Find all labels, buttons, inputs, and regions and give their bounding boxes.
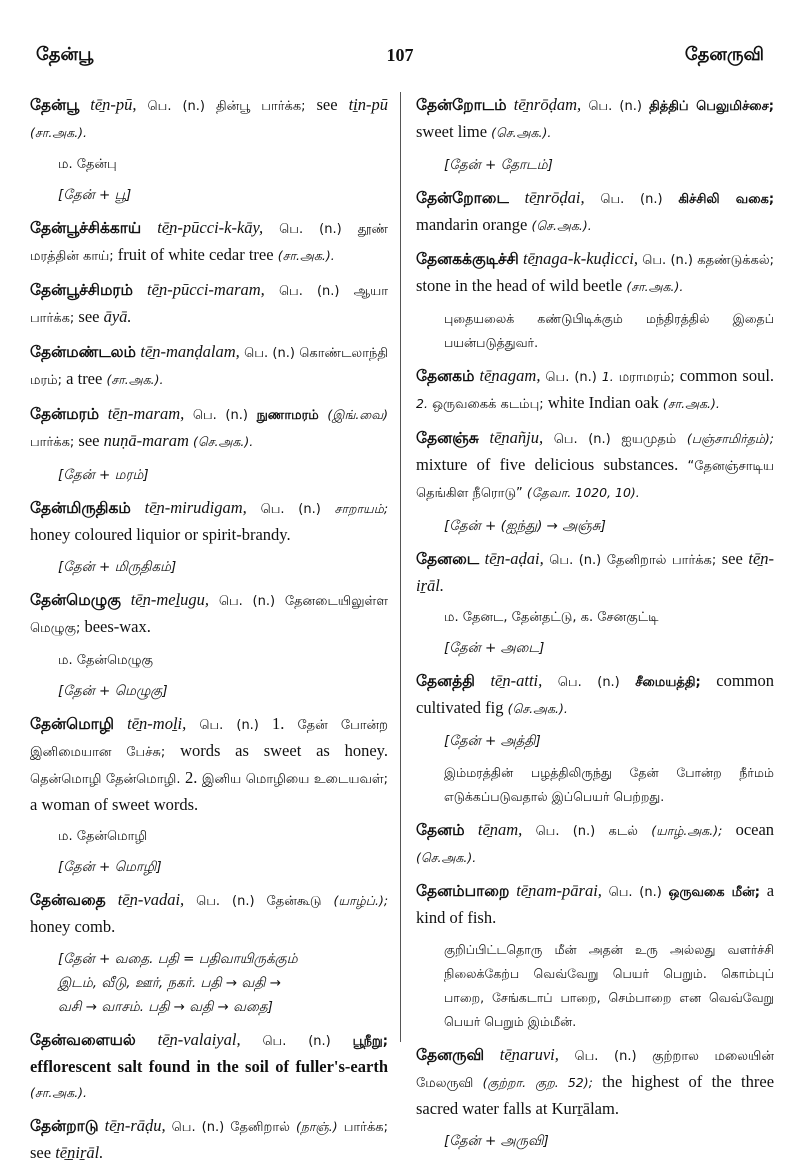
entry-headword: தேனம் xyxy=(416,821,465,839)
paren-note: (யாழ்.அக.); xyxy=(651,823,723,838)
entry xyxy=(30,1113,388,1165)
entry-transliteration: tē̱n-pūcci-k-kāy, xyxy=(157,218,264,237)
part-of-speech: பெ. (n.) xyxy=(574,1049,637,1064)
source-citation: (சா.அக.). xyxy=(277,248,335,263)
entry-transliteration: tē̱nam-pārai, xyxy=(516,881,602,900)
entry xyxy=(30,215,388,269)
etymology: [தேன் + தோடம்] xyxy=(444,157,553,173)
entry-transliteration: tē̱n-vadai, xyxy=(117,890,185,909)
entry-headword: தேனம்பாறை xyxy=(416,882,510,900)
entry xyxy=(416,1042,774,1121)
part-of-speech: பெ. (n.) xyxy=(196,894,255,909)
entry-headword: தேன்றோடை xyxy=(416,189,509,207)
entry-transliteration: tē̱nañju, xyxy=(489,428,544,447)
tamil-definition: ஒருவகை மீன்; xyxy=(668,885,760,900)
entry-transliteration: tē̱n-maram, xyxy=(107,404,185,423)
cognate-line: ம. தேன்பு xyxy=(58,157,117,172)
entry xyxy=(30,887,388,939)
entry-transliteration: tē̱nam, xyxy=(477,820,523,839)
part-of-speech: பெ. (n.) xyxy=(545,370,597,385)
entry-headword: தேனத்தி xyxy=(416,672,475,690)
cross-reference: tē̱n-iṟāl. xyxy=(416,549,775,595)
tamil-definition: கிச்சிலி வகை; xyxy=(678,192,775,207)
entry-transliteration: tē̱nagam, xyxy=(479,366,541,385)
english-definition: the highest of the three sacred water falls at Kurṟālam. xyxy=(416,1072,775,1118)
entry xyxy=(416,668,774,721)
part-of-speech: பெ. (n.) xyxy=(244,346,295,361)
entry-transliteration: tē̱nrōḍai, xyxy=(524,188,585,207)
entry-transliteration: tē̱n-pū, xyxy=(90,95,137,114)
entry xyxy=(30,277,388,331)
etymology: [தேன் + (ஐந்து) → அஞ்சு] xyxy=(444,518,606,534)
source-citation: (செ.அக.). xyxy=(531,218,592,233)
etymology: [தேன் + பூ] xyxy=(58,187,132,203)
part-of-speech: பெ. (n.) xyxy=(260,502,321,517)
source-citation: (சா.அக.). xyxy=(30,1085,88,1100)
part-of-speech: பெ. (n.) xyxy=(147,99,205,114)
english-definition: ocean xyxy=(735,820,775,839)
english-definition: sweet lime xyxy=(416,122,488,141)
entry xyxy=(30,339,388,393)
sense-number: 1. xyxy=(601,369,614,384)
entry-headword: தேன்றாடு xyxy=(30,1117,99,1135)
tamil-definition: தேனிறால் பார்க்க; xyxy=(606,553,717,568)
etymology-line: வசி → வாசம். பதி → வதி → வதை] xyxy=(58,999,273,1015)
column-divider xyxy=(400,92,401,1042)
english-definition: white Indian oak xyxy=(547,393,659,412)
entry-headword: தேன்பூ xyxy=(30,96,80,114)
entry xyxy=(416,425,774,506)
english-definition: stone in the head of wild beetle xyxy=(416,276,623,295)
part-of-speech: பெ. (n.) xyxy=(192,408,248,423)
tamil-definition: மராமரம்; xyxy=(618,370,675,385)
english-definition: a kind of fish. xyxy=(416,881,775,927)
cross-reference: ti̱n-pū xyxy=(348,95,389,114)
cross-reference: nuṇā-maram xyxy=(103,431,189,450)
see-label: see xyxy=(721,549,743,568)
entry-headword: தேன்மொழி xyxy=(30,715,115,733)
header-left-word: தேன்பூ xyxy=(36,43,94,65)
entry-headword: தேன்றோடம் xyxy=(416,96,507,114)
page-number: 107 xyxy=(386,44,414,65)
entry-headword: தேன்பூச்சிக்காய் xyxy=(30,219,142,237)
etymology: [தேன் + மிருதிகம்] xyxy=(58,559,177,575)
part-of-speech: பெ. (n.) xyxy=(279,222,342,237)
source-citation: (சா.அக.). xyxy=(30,125,88,140)
header-right-word: தேனருவி xyxy=(684,43,764,65)
entry-transliteration: tē̱n-manḍalam, xyxy=(140,342,240,361)
tamil-definition-suffix: பார்க்க; xyxy=(343,1120,388,1135)
english-definition: mandarin orange xyxy=(416,215,528,234)
paren-note: (குற்றா. குற. 52); xyxy=(482,1075,593,1090)
source-citation: (செ.அக.). xyxy=(416,850,477,865)
tamil-definition: தேனிறால் xyxy=(230,1120,290,1135)
english-definition: fruit of white cedar tree xyxy=(117,245,274,264)
entry-transliteration: tē̱n-rāḍu, xyxy=(104,1116,166,1135)
tamil-definition: தின்பூ பார்க்க; xyxy=(215,99,306,114)
cognate-line: ம. தேனட, தேன்தட்டு, க. சேனகுட்டி xyxy=(444,610,659,625)
sense-number: 1. xyxy=(271,714,285,733)
sense-number: 2. xyxy=(416,396,428,411)
entry-headword: தேனஞ்சு xyxy=(416,429,479,447)
part-of-speech: பெ. (n.) xyxy=(557,675,620,690)
see-label: see xyxy=(78,431,100,450)
tamil-definition: சீமையத்தி; xyxy=(635,675,701,690)
entry xyxy=(416,246,774,299)
entry-headword: தேனடை xyxy=(416,550,480,568)
entry xyxy=(30,711,388,817)
entry-headword: தேன்வளையல் xyxy=(30,1031,136,1049)
tamil-definition: ஆயா பார்க்க; xyxy=(30,284,389,326)
tamil-definition: தேன்கூடு xyxy=(266,894,322,909)
usage-note: புதையலைக் கண்டுபிடிக்கும் மந்திரத்தில் இதைப் பயன்படுத்துவர். xyxy=(444,311,774,350)
usage-note: குறிப்பிட்டதொரு மீன் அதன் உரு அல்லது வளர்ச்சி நிலைக்கேற்ப வெவ்வேறு பெயர் பெறும். கொம்புப் பாறை, சேங்கடாப் பாறை, செம்பாறை என வெவ்வேறு பெயர் பெறும் இம்மீன். xyxy=(444,942,774,1029)
entry-transliteration: tē̱naruvi, xyxy=(499,1045,559,1064)
tamil-definition: தேன் போன்ற இனிமையான பேச்சு; xyxy=(30,718,389,760)
tamil-definition: தேனடையிலுள்ள மெழுகு; xyxy=(30,594,389,636)
entry xyxy=(416,185,774,238)
english-definition: a tree xyxy=(66,369,103,388)
entry xyxy=(416,92,774,145)
entry xyxy=(416,363,774,417)
quotation: “தேனஞ்சாடிய தெங்கிள நீரொடு” xyxy=(416,459,775,501)
tamil-definition: கதண்டுக்கல்; xyxy=(697,253,774,268)
tamil-definition-suffix: பார்க்க; xyxy=(30,435,75,450)
source-citation: (செ.அக.). xyxy=(507,701,568,716)
entry-transliteration: tē̱nrōḍam, xyxy=(513,95,582,114)
part-of-speech: பெ. (n.) xyxy=(642,253,693,268)
entry-headword: தேனருவி xyxy=(416,1046,485,1064)
entry-transliteration: tē̱n-meḻugu, xyxy=(130,590,210,609)
part-of-speech: பெ. (n.) xyxy=(608,885,662,900)
entry xyxy=(30,401,388,455)
sense-number: 2. xyxy=(185,768,198,787)
source-citation: (சா.அக.). xyxy=(626,279,684,294)
paren-note: (பஞ்சாமிர்தம்); xyxy=(686,431,775,446)
usage-note: இம்மரத்தின் பழத்திலிருந்து தேன் போன்ற நீர்மம் எடுக்கப்படுவதால் இப்பெயர் பெற்றது. xyxy=(444,765,774,804)
english-definition: bees-wax. xyxy=(84,617,151,636)
etymology xyxy=(58,947,388,1019)
etymology: [தேன் + மொழி] xyxy=(58,859,162,875)
etymology: [தேன் + மரம்] xyxy=(58,467,149,483)
english-definition: common soul. xyxy=(679,366,775,385)
entry-transliteration: tē̱n-moḻi, xyxy=(127,714,187,733)
entry-transliteration: tē̱n-valaiyal, xyxy=(157,1030,241,1049)
source-citation: (சா.அக.). xyxy=(662,396,720,411)
english-definition: a woman of sweet words. xyxy=(30,795,199,814)
etymology: [தேன் + அருவி] xyxy=(444,1133,549,1149)
tamil-definition: பூநீறு; xyxy=(352,1034,388,1049)
entry xyxy=(416,817,774,870)
entry xyxy=(30,92,388,145)
see-label: see xyxy=(316,95,338,114)
part-of-speech: பெ. (n.) xyxy=(588,99,642,114)
see-label: see xyxy=(78,307,100,326)
entry-transliteration: tē̱n-aḍai, xyxy=(484,549,544,568)
tamil-definition: கொண்டலாந்தி மரம்; xyxy=(30,346,388,388)
part-of-speech: பெ. (n.) xyxy=(262,1034,331,1049)
entry xyxy=(30,1027,388,1105)
page-header xyxy=(36,38,764,72)
entry xyxy=(30,587,388,641)
paren-note: (இங்.வை) xyxy=(327,407,389,422)
part-of-speech: பெ. (n.) xyxy=(553,432,611,447)
source-citation: (தேவா. 1020, 10). xyxy=(526,485,640,500)
entry xyxy=(416,878,774,930)
entry-headword: தேன்மரம் xyxy=(30,405,100,423)
right-column xyxy=(416,92,774,1161)
entry-transliteration: tē̱n-mirudigam, xyxy=(144,498,247,517)
tamil-definition: கடல் xyxy=(608,824,638,839)
entry-headword: தேன்மெழுகு xyxy=(30,591,121,609)
cross-reference: tē̱ṉiṟāl. xyxy=(55,1143,104,1162)
part-of-speech: பெ. (n.) xyxy=(171,1120,225,1135)
entry-headword: தேனகக்குடிச்சி xyxy=(416,250,519,268)
quotation: தென்மொழி தேன்மொழி. xyxy=(30,772,181,787)
entry-transliteration: tē̱n-pūcci-maram, xyxy=(147,280,265,299)
tamil-definition: தித்திப் பெலுமிச்சை; xyxy=(649,99,775,114)
tamil-definition: ஐயமுதம் xyxy=(621,432,677,447)
tamil-definition: நுணாமரம் xyxy=(256,408,319,423)
part-of-speech: பெ. (n.) xyxy=(549,553,602,568)
tamil-definition: இனிய மொழியை உடையவள்; xyxy=(201,772,389,787)
source-citation: (சா.அக.). xyxy=(106,372,164,387)
source-citation: (யாழ்ப்.); xyxy=(333,893,389,908)
source-citation: (செ.அக.). xyxy=(192,434,254,449)
entry-headword: தேன்மண்டலம் xyxy=(30,343,137,361)
part-of-speech: பெ. (n.) xyxy=(199,718,259,733)
etymology: [தேன் + மெழுகு] xyxy=(58,683,168,699)
entry xyxy=(416,546,774,598)
english-definition: efflorescent salt found in the soil of fuller's-earth xyxy=(30,1057,388,1076)
part-of-speech: பெ. (n.) xyxy=(535,824,596,839)
entry-headword: தேன்வதை xyxy=(30,891,106,909)
cognate-line: ம. தேன்மொழி xyxy=(58,829,148,844)
part-of-speech: பெ. (n.) xyxy=(600,192,663,207)
source-citation: (செ.அக.). xyxy=(491,125,552,140)
part-of-speech: பெ. (n.) xyxy=(278,284,340,299)
entry-transliteration: tē̱naga-k-kuḍicci, xyxy=(522,249,638,268)
tamil-definition: தூண் மரத்தின் காய்; xyxy=(30,222,389,264)
paren-note: (நாஞ்.) xyxy=(295,1119,338,1134)
tamil-definition: சாறாயம்; xyxy=(334,501,389,516)
part-of-speech: பெ. (n.) xyxy=(218,594,276,609)
cross-reference: āyā. xyxy=(103,307,132,326)
english-definition: honey coloured liquior or spirit-brandy. xyxy=(30,525,291,544)
entry-headword: தேன்மிருதிகம் xyxy=(30,499,131,517)
cognate-line: ம. தேன்மெழுகு xyxy=(58,653,153,668)
entry-headword: தேனகம் xyxy=(416,367,475,385)
etymology-line: இடம், வீடு, ஊர், நகர். பதி → வதி → xyxy=(58,975,282,991)
english-definition: common cultivated fig xyxy=(416,671,775,717)
english-definition: words as sweet as honey. xyxy=(180,741,388,760)
etymology: [தேன் + அத்தி] xyxy=(444,733,541,749)
entry-transliteration: tē̱n-atti, xyxy=(490,671,543,690)
left-column xyxy=(30,92,388,1173)
tamil-definition: குற்றால மலையின் மேலருவி xyxy=(416,1049,775,1091)
tamil-definition: ஒருவகைக் கடம்பு; xyxy=(432,397,544,412)
etymology: [தேன் + அடை] xyxy=(444,640,545,656)
entry xyxy=(30,495,388,547)
etymology-line: [தேன் + வதை. பதி = பதிவாயிருக்கும் xyxy=(58,951,298,967)
entry-headword: தேன்பூச்சிமரம் xyxy=(30,281,133,299)
english-definition: honey comb. xyxy=(30,917,116,936)
see-label: see xyxy=(30,1143,52,1162)
english-definition: mixture of five delicious substances. xyxy=(416,455,679,474)
